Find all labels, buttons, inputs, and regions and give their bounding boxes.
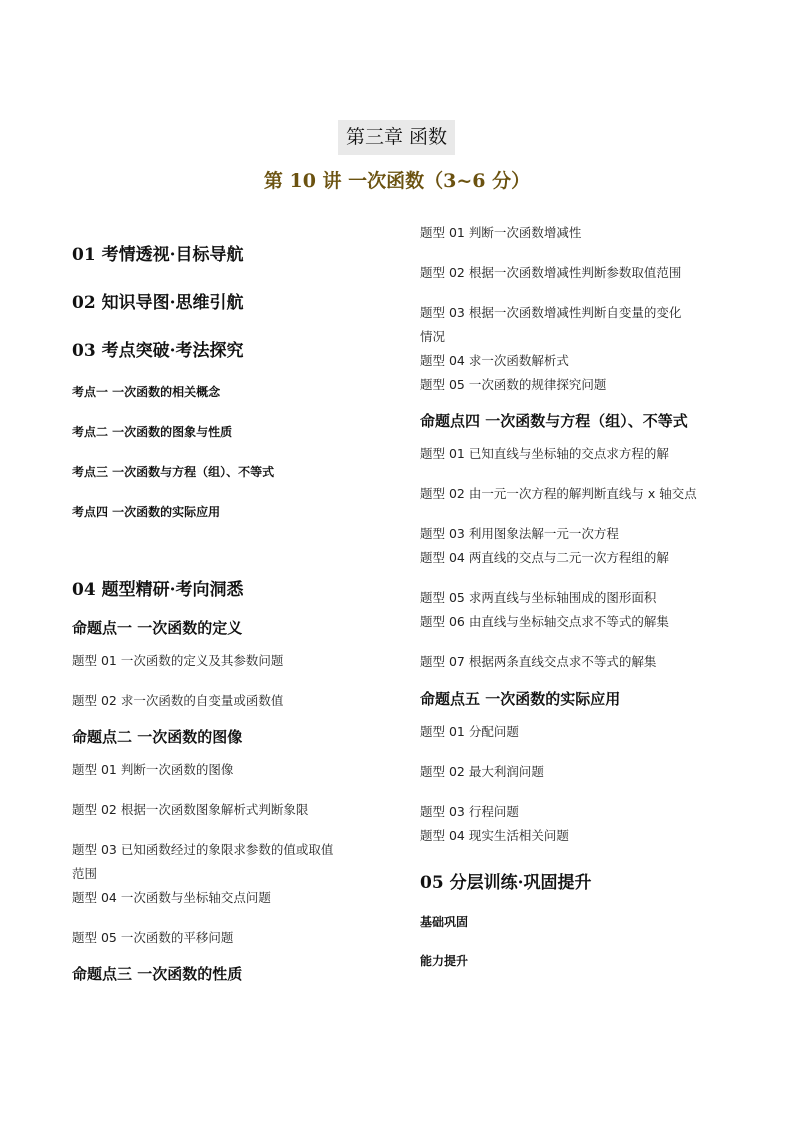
point-heading: 考点二 一次函数的图象与性质 [72, 425, 233, 439]
toc-entry: 题型 01 判断一次函数增减性 [420, 225, 582, 240]
toc-entry: 题型 03 利用图象法解一元一次方程 [420, 526, 619, 541]
toc-entry: 题型 02 求一次函数的自变量或函数值 [72, 693, 284, 708]
toc-entry: 题型 02 根据一次函数增减性判断参数取值范围 [420, 265, 682, 280]
toc-entry: 题型 03 已知函数经过的象限求参数的值或取值 [72, 842, 334, 857]
toc-entry: 题型 01 分配问题 [420, 724, 519, 739]
topic-heading: 命题点四 一次函数与方程（组）、不等式 [420, 412, 688, 430]
section-heading: 01 考情透视·目标导航 [72, 245, 244, 265]
topic-heading: 命题点三 一次函数的性质 [72, 965, 243, 983]
toc-entry: 题型 04 一次函数与坐标轴交点问题 [72, 890, 271, 905]
toc-entry: 题型 05 求两直线与坐标轴围成的图形面积 [420, 590, 657, 605]
toc-entry: 题型 05 一次函数的平移问题 [72, 930, 234, 945]
point-heading: 考点一 一次函数的相关概念 [72, 385, 221, 399]
toc-entry: 范围 [72, 866, 98, 881]
point-heading: 考点四 一次函数的实际应用 [72, 505, 221, 519]
section-heading: 03 考点突破·考法探究 [72, 341, 244, 361]
toc-entry: 题型 03 行程问题 [420, 804, 519, 819]
toc-entry: 情况 [420, 329, 446, 344]
chapter-title: 第三章 函数 [338, 120, 455, 155]
toc-entry: 题型 01 已知直线与坐标轴的交点求方程的解 [420, 446, 669, 461]
toc-entry: 题型 01 一次函数的定义及其参数问题 [72, 653, 284, 668]
toc-entry: 题型 02 根据一次函数图象解析式判断象限 [72, 802, 309, 817]
toc-entry: 题型 06 由直线与坐标轴交点求不等式的解集 [420, 614, 669, 629]
point-heading: 能力提升 [420, 954, 469, 968]
toc-entry: 题型 02 由一元一次方程的解判断直线与 x 轴交点 [420, 486, 697, 501]
topic-heading: 命题点五 一次函数的实际应用 [420, 690, 621, 708]
toc-entry: 题型 07 根据两条直线交点求不等式的解集 [420, 654, 657, 669]
lesson-title: 第 10 讲 一次函数（3~6 分） [263, 170, 531, 192]
topic-heading: 命题点一 一次函数的定义 [72, 619, 243, 637]
point-heading: 基础巩固 [420, 915, 469, 929]
toc-entry: 题型 04 求一次函数解析式 [420, 353, 569, 368]
section-heading: 02 知识导图·思维引航 [72, 293, 244, 313]
topic-heading: 命题点二 一次函数的图像 [72, 728, 243, 746]
toc-entry: 题型 03 根据一次函数增减性判断自变量的变化 [420, 305, 682, 320]
section-heading: 04 题型精研·考向洞悉 [72, 580, 244, 600]
point-heading: 考点三 一次函数与方程（组）、不等式 [72, 465, 275, 479]
toc-entry: 题型 04 现实生活相关问题 [420, 828, 569, 843]
toc-entry: 题型 05 一次函数的规律探究问题 [420, 377, 607, 392]
toc-entry: 题型 01 判断一次函数的图像 [72, 762, 234, 777]
toc-entry: 题型 04 两直线的交点与二元一次方程组的解 [420, 550, 669, 565]
section-heading: 05 分层训练·巩固提升 [420, 873, 592, 893]
toc-entry: 题型 02 最大利润问题 [420, 764, 544, 779]
